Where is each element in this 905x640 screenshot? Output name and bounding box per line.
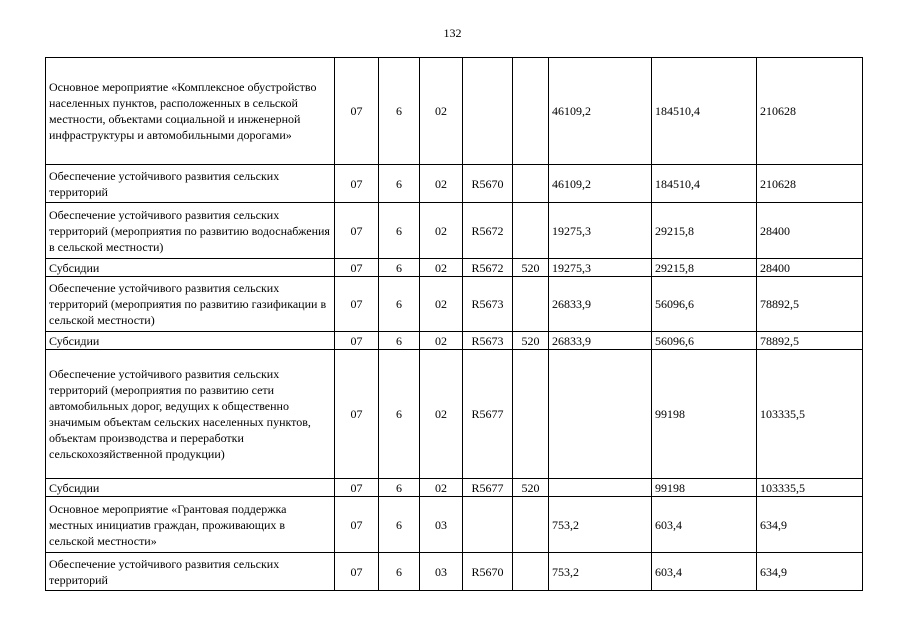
cell-year-1 (549, 479, 652, 497)
cell-pr: 02 (420, 58, 463, 165)
cell-csr: R5672 (463, 203, 513, 259)
cell-ved: 07 (335, 553, 379, 591)
cell-ved: 07 (335, 203, 379, 259)
cell-year-3: 28400 (757, 203, 863, 259)
cell-year-1: 19275,3 (549, 203, 652, 259)
cell-year-3: 78892,5 (757, 332, 863, 350)
row-name: Основное мероприятие «Комплексное обустройство населенных пунктов, расположенных в сельской местности, объектами социальной и инженерной инфраструктуры и автомобильными дорогами» (46, 58, 335, 165)
cell-year-2: 184510,4 (652, 165, 757, 203)
cell-rz: 6 (379, 203, 420, 259)
row-name: Обеспечение устойчивого развития сельских территорий (46, 553, 335, 591)
cell-rz: 6 (379, 553, 420, 591)
cell-rz: 6 (379, 277, 420, 332)
cell-year-1: 753,2 (549, 497, 652, 553)
budget-table (45, 57, 863, 591)
cell-vr: 520 (513, 259, 549, 277)
cell-rz: 6 (379, 497, 420, 553)
cell-csr: R5670 (463, 553, 513, 591)
cell-year-2: 184510,4 (652, 58, 757, 165)
cell-year-2: 99198 (652, 479, 757, 497)
cell-vr (513, 203, 549, 259)
cell-year-3: 103335,5 (757, 350, 863, 479)
cell-csr (463, 58, 513, 165)
cell-vr (513, 553, 549, 591)
cell-ved: 07 (335, 497, 379, 553)
cell-csr: R5677 (463, 350, 513, 479)
table-row (46, 553, 863, 591)
cell-ved: 07 (335, 58, 379, 165)
cell-ved: 07 (335, 277, 379, 332)
table-row (46, 259, 863, 277)
cell-csr: R5677 (463, 479, 513, 497)
cell-vr: 520 (513, 479, 549, 497)
table-row (46, 165, 863, 203)
cell-year-1: 46109,2 (549, 58, 652, 165)
cell-ved: 07 (335, 259, 379, 277)
cell-rz: 6 (379, 350, 420, 479)
cell-year-3: 78892,5 (757, 277, 863, 332)
cell-year-2: 603,4 (652, 553, 757, 591)
cell-csr: R5670 (463, 165, 513, 203)
cell-pr: 03 (420, 553, 463, 591)
cell-year-2: 56096,6 (652, 332, 757, 350)
cell-year-3: 634,9 (757, 497, 863, 553)
cell-pr: 03 (420, 497, 463, 553)
cell-year-3: 28400 (757, 259, 863, 277)
cell-rz: 6 (379, 479, 420, 497)
row-name: Субсидии (46, 332, 335, 350)
row-name: Субсидии (46, 479, 335, 497)
cell-year-1: 26833,9 (549, 277, 652, 332)
table-row (46, 350, 863, 479)
cell-year-1: 19275,3 (549, 259, 652, 277)
cell-year-1: 753,2 (549, 553, 652, 591)
cell-rz: 6 (379, 165, 420, 203)
cell-year-1: 26833,9 (549, 332, 652, 350)
row-name: Обеспечение устойчивого развития сельских территорий (46, 165, 335, 203)
cell-csr: R5673 (463, 332, 513, 350)
cell-year-2: 29215,8 (652, 259, 757, 277)
cell-vr (513, 165, 549, 203)
table-row (46, 277, 863, 332)
cell-vr: 520 (513, 332, 549, 350)
cell-vr (513, 58, 549, 165)
cell-pr: 02 (420, 259, 463, 277)
cell-year-3: 103335,5 (757, 479, 863, 497)
table-row (46, 203, 863, 259)
cell-rz: 6 (379, 332, 420, 350)
table-row (46, 58, 863, 165)
cell-vr (513, 350, 549, 479)
row-name: Обеспечение устойчивого развития сельских территорий (мероприятия по развитию газификации в сельской местности) (46, 277, 335, 332)
row-name: Субсидии (46, 259, 335, 277)
cell-ved: 07 (335, 479, 379, 497)
cell-csr: R5673 (463, 277, 513, 332)
table-body (46, 58, 863, 591)
cell-year-1 (549, 350, 652, 479)
cell-year-2: 29215,8 (652, 203, 757, 259)
cell-vr (513, 277, 549, 332)
cell-year-2: 56096,6 (652, 277, 757, 332)
cell-year-3: 634,9 (757, 553, 863, 591)
cell-pr: 02 (420, 350, 463, 479)
cell-pr: 02 (420, 277, 463, 332)
cell-pr: 02 (420, 332, 463, 350)
cell-rz: 6 (379, 58, 420, 165)
table-row (46, 479, 863, 497)
cell-ved: 07 (335, 350, 379, 479)
cell-year-3: 210628 (757, 58, 863, 165)
cell-rz: 6 (379, 259, 420, 277)
cell-pr: 02 (420, 479, 463, 497)
cell-csr: R5672 (463, 259, 513, 277)
cell-pr: 02 (420, 203, 463, 259)
cell-csr (463, 497, 513, 553)
cell-vr (513, 497, 549, 553)
cell-pr: 02 (420, 165, 463, 203)
cell-year-1: 46109,2 (549, 165, 652, 203)
row-name: Обеспечение устойчивого развития сельских территорий (мероприятия по развитию водоснабжения в сельской местности) (46, 203, 335, 259)
table-row (46, 497, 863, 553)
cell-ved: 07 (335, 165, 379, 203)
cell-year-2: 603,4 (652, 497, 757, 553)
cell-year-3: 210628 (757, 165, 863, 203)
cell-year-2: 99198 (652, 350, 757, 479)
row-name: Основное мероприятие «Грантовая поддержка местных инициатив граждан, проживающих в сельской местности» (46, 497, 335, 553)
row-name: Обеспечение устойчивого развития сельских территорий (мероприятия по развитию сети автомобильных дорог, ведущих к общественно значимым объектам сельских населенных пунктов, объектам производства и переработки сельскохозяйственной продукции) (46, 350, 335, 479)
table-row (46, 332, 863, 350)
page-number: 132 (443, 26, 462, 40)
cell-ved: 07 (335, 332, 379, 350)
